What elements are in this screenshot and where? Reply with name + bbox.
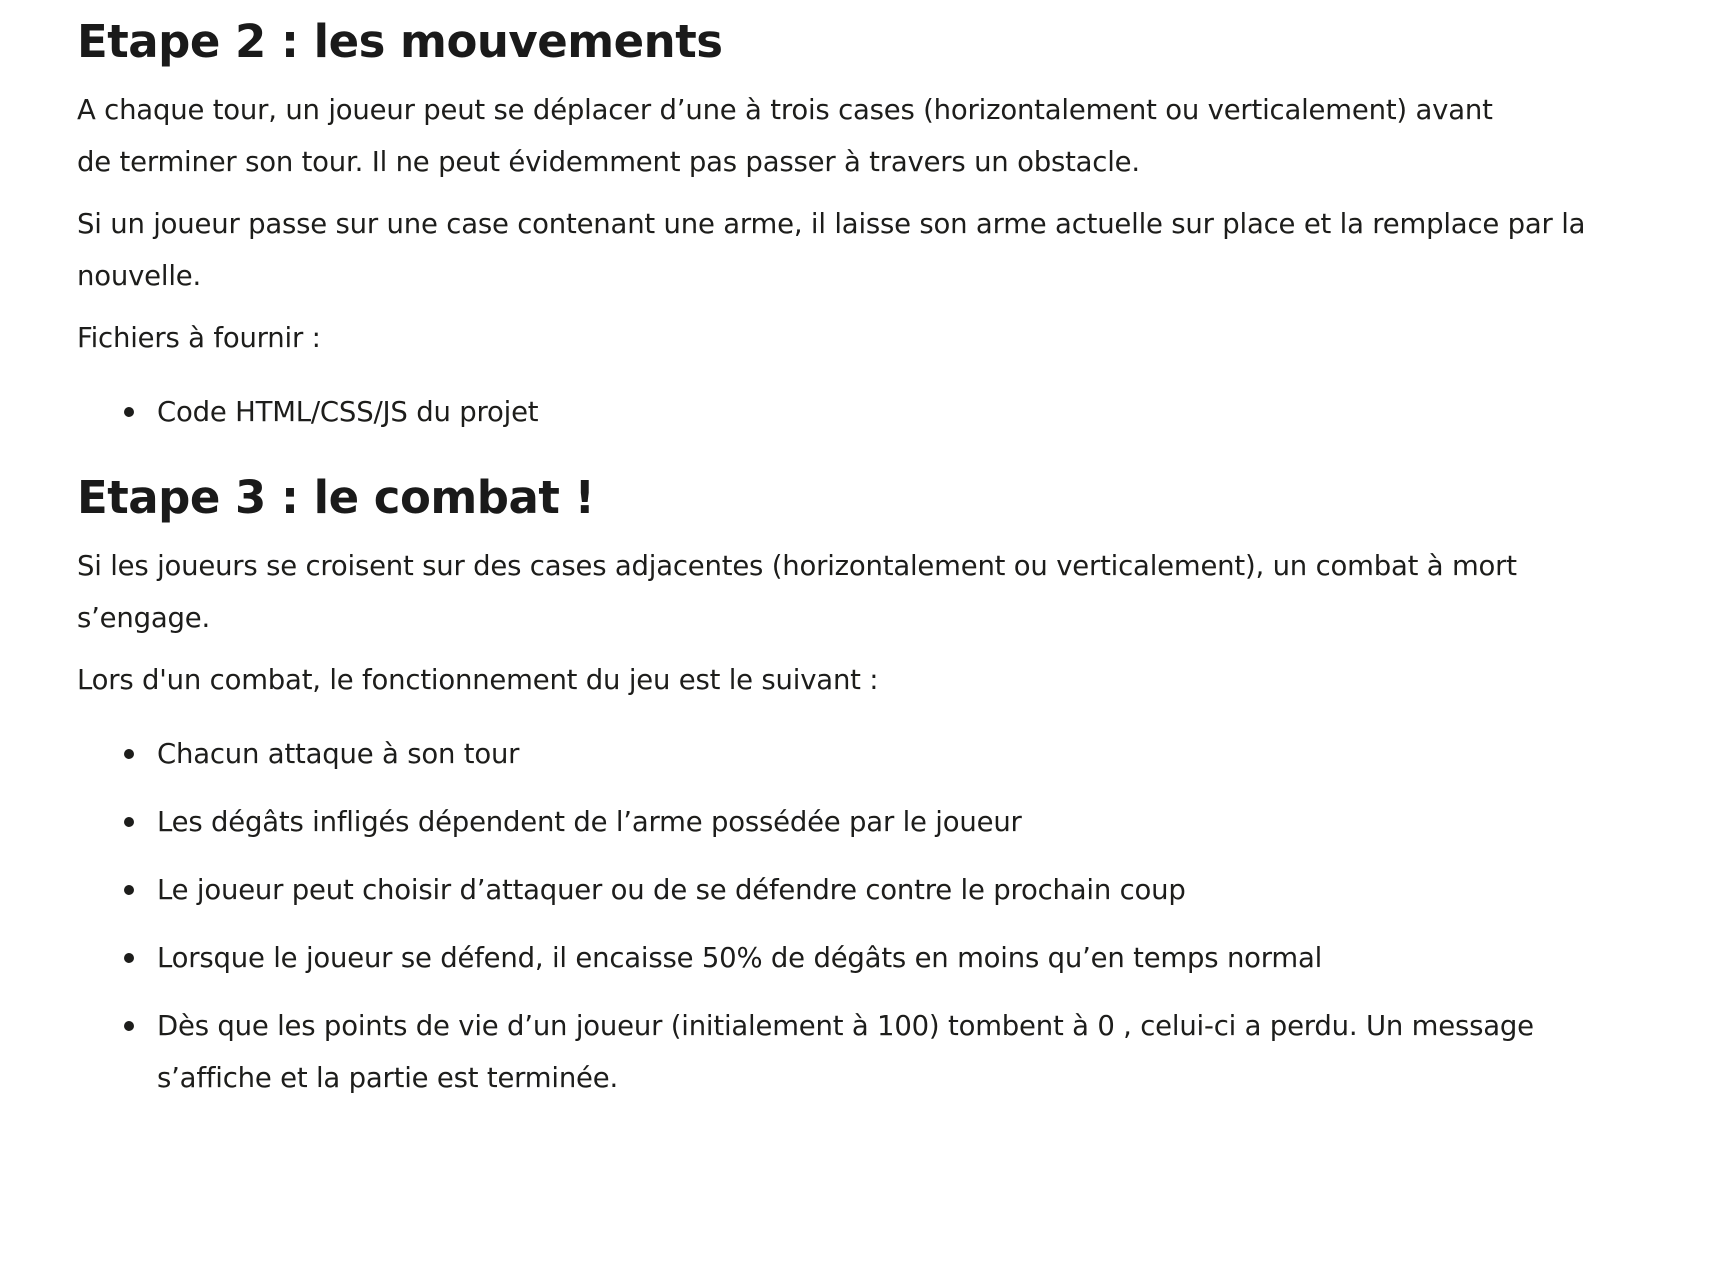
- bullet-icon: [124, 953, 134, 963]
- list-item: [157, 728, 1637, 780]
- list-item-text: Dès que les points de vie d’un joueur (initialement à 100) tombent à 0 , celui-ci a perdu. Un message s’affiche et la partie est terminée.: [157, 1010, 1534, 1094]
- list-item: [157, 796, 1637, 848]
- list-item-text: Code HTML/CSS/JS du projet: [157, 396, 539, 428]
- paragraph-files-label: Fichiers à fournir :: [77, 322, 321, 354]
- bullet-icon: [124, 1021, 134, 1031]
- list-item-text: Lorsque le joueur se défend, il encaisse 50% de dégâts en moins qu’en temps normal: [157, 942, 1323, 974]
- bullet-icon: [124, 749, 134, 759]
- section-heading-etape-3: Etape 3 : le combat !: [77, 471, 595, 524]
- list-item: [157, 386, 1637, 438]
- paragraph-weapon-swap: Si un joueur passe sur une case contenant une arme, il laisse son arme actuelle sur place et la remplace par la nouvelle.: [77, 208, 1586, 292]
- list-item: [157, 1000, 1597, 1104]
- bullet-icon: [124, 885, 134, 895]
- paragraph-combat-intro: Lors d'un combat, le fonctionnement du jeu est le suivant :: [77, 664, 879, 696]
- files-list: [77, 386, 1637, 438]
- bullet-icon: [124, 407, 134, 417]
- paragraph-combat-trigger: Si les joueurs se croisent sur des cases adjacentes (horizontalement ou verticalement), un combat à mort s’engage.: [77, 550, 1517, 634]
- list-item-text: Chacun attaque à son tour: [157, 738, 520, 770]
- bullet-icon: [124, 817, 134, 827]
- combat-rules-list: [77, 728, 1637, 1104]
- section-heading-etape-2: Etape 2 : les mouvements: [77, 15, 723, 68]
- list-item: [157, 864, 1637, 916]
- document-content: [77, 0, 1637, 1120]
- list-item-text: Les dégâts infligés dépendent de l’arme possédée par le joueur: [157, 806, 1022, 838]
- paragraph-movement-rules: A chaque tour, un joueur peut se déplacer d’une à trois cases (horizontalement ou verticalement) avant de terminer son tour. Il ne peut évidemment pas passer à travers un obstacle.: [77, 94, 1493, 178]
- list-item-text: Le joueur peut choisir d’attaquer ou de se défendre contre le prochain coup: [157, 874, 1186, 906]
- list-item: [157, 932, 1637, 984]
